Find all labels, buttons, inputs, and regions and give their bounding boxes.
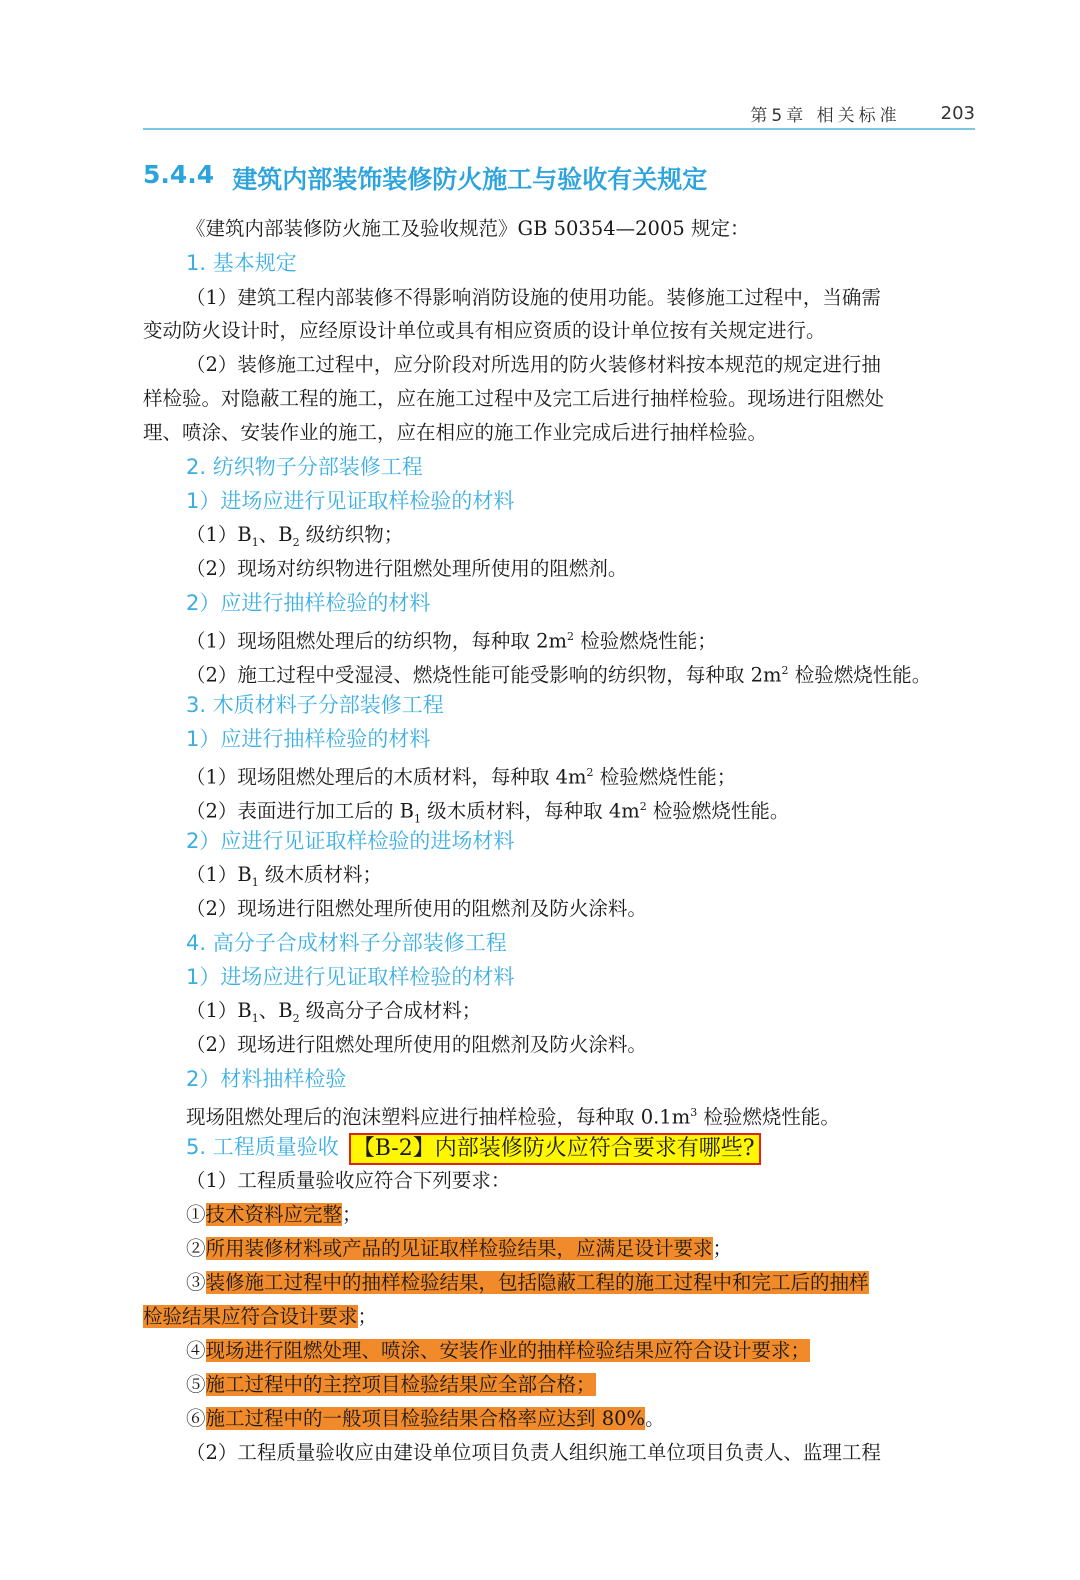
- section-heading: [143, 160, 707, 196]
- textile-item-4: （2）施工过程中受湿浸、燃烧性能可能受影响的纺织物，每种取 $2m^2$ 检验燃烧性能。: [186, 663, 932, 687]
- subheading-wood-2: 2）应进行见证取样检验的进场材料: [186, 829, 515, 853]
- highlight: 所用装修材料或产品的见证取样检验结果，应满足设计要求: [205, 1237, 713, 1260]
- req-item-4: ④现场进行阻燃处理、喷涂、安装作业的抽样检验结果应符合设计要求；: [186, 1339, 811, 1362]
- heading-quality: 5. 工程质量验收: [186, 1135, 339, 1159]
- para2-line1: （2）装修施工过程中，应分阶段对所选用的防火装修材料按本规范的规定进行抽: [186, 353, 881, 376]
- wood-item-1: （1）现场阻燃处理后的木质材料，每种取 $4m^2$ 检验燃烧性能；: [186, 765, 737, 789]
- chapter-label: 第5章 相关标准: [750, 105, 901, 126]
- subheading-polymer-1: 1）进场应进行见证取样检验的材料: [186, 965, 515, 989]
- highlight: 现场进行阻燃处理、喷涂、安装作业的抽样检验结果应符合设计要求；: [205, 1339, 811, 1362]
- highlight: 装修施工过程中的抽样检验结果，包括隐蔽工程的施工过程中和完工后的抽样: [205, 1271, 869, 1294]
- req-item-3: ③装修施工过程中的抽样检验结果，包括隐蔽工程的施工过程中和完工后的抽样: [186, 1271, 869, 1294]
- req-item-6: ⑥施工过程中的一般项目检验结果合格率应达到 80%。: [186, 1407, 665, 1430]
- subheading-polymer-2: 2）材料抽样检验: [186, 1067, 347, 1091]
- wood-item-4: （2）现场进行阻燃处理所使用的阻燃剂及防火涂料。: [186, 897, 647, 920]
- textile-item-1: $(1)B_1$、$B_2$ 级纺织物；: [186, 523, 404, 549]
- heading-quality-row: [186, 1131, 761, 1164]
- textile-item-2: （2）现场对纺织物进行阻燃处理所使用的阻燃剂。: [186, 557, 628, 580]
- subheading-wood-1: 1）应进行抽样检验的材料: [186, 727, 431, 751]
- req-item-3-cont: 检验结果应符合设计要求；: [143, 1305, 378, 1328]
- para1-line1: （1）建筑工程内部装修不得影响消防设施的使用功能。装修施工过程中，当确需: [186, 286, 881, 309]
- req-item-2: ②所用装修材料或产品的见证取样检验结果，应满足设计要求；: [186, 1237, 733, 1260]
- intro-text: 《建筑内部装修防火施工及验收规范》GB 50354—2005 规定：: [186, 217, 750, 240]
- para2-line2: 样检验。对隐蔽工程的施工，应在施工过程中及完工后进行抽样检验。现场进行阻燃处: [143, 387, 885, 410]
- polymer-item-3: 现场阻燃处理后的泡沫塑料应进行抽样检验，每种取 $0.1m^3$ 检验燃烧性能。: [186, 1105, 840, 1129]
- subheading-textile-1: 1）进场应进行见证取样检验的材料: [186, 489, 515, 513]
- polymer-item-2: （2）现场进行阻燃处理所使用的阻燃剂及防火涂料。: [186, 1033, 647, 1056]
- running-header: [143, 98, 975, 130]
- wood-item-3: $(1)B_1$ 级木质材料；: [186, 863, 382, 889]
- subheading-textile-2: 2）应进行抽样检验的材料: [186, 591, 431, 615]
- heading-wood: 3. 木质材料子分部装修工程: [186, 693, 444, 717]
- req-item-1: ①技术资料应完整；: [186, 1203, 362, 1226]
- polymer-item-1: $(1)B_1$、$B_2$ 级高分子合成材料；: [186, 999, 482, 1025]
- wood-item-2: （2）表面进行加工后的 $B_1$ 级木质材料，每种取 $4m^2$ 检验燃烧性能。: [186, 799, 790, 826]
- textile-item-3: （1）现场阻燃处理后的纺织物，每种取 $2m^2$ 检验燃烧性能；: [186, 629, 717, 653]
- para1-line2: 变动防火设计时，应经原设计单位或具有相应资质的设计单位按有关规定进行。: [143, 319, 826, 342]
- highlight: 施工过程中的一般项目检验结果合格率应达到 80%: [205, 1407, 646, 1430]
- heading-textile: 2. 纺织物子分部装修工程: [186, 455, 423, 479]
- highlight: 施工过程中的主控项目检验结果应全部合格；: [205, 1373, 596, 1396]
- quality-para-2: （2）工程质量验收应由建设单位项目负责人组织施工单位项目负责人、监理工程: [186, 1441, 881, 1464]
- heading-basic-rules: 1. 基本规定: [186, 251, 297, 275]
- quality-intro: （1）工程质量验收应符合下列要求：: [186, 1169, 511, 1192]
- heading-polymer: 4. 高分子合成材料子分部装修工程: [186, 931, 507, 955]
- highlight: 技术资料应完整: [205, 1203, 343, 1226]
- page-number: 203: [940, 102, 975, 124]
- para2-line3: 理、喷涂、安装作业的施工，应在相应的施工作业完成后进行抽样检验。: [143, 421, 768, 444]
- req-item-5: ⑤施工过程中的主控项目检验结果应全部合格；: [186, 1373, 596, 1396]
- highlight: 检验结果应符合设计要求: [143, 1305, 358, 1328]
- section-number: 5.4.4: [143, 160, 215, 189]
- question-callout: 【B-2】内部装修防火应符合要求有哪些?: [349, 1133, 761, 1165]
- section-title: 建筑内部装饰装修防火施工与验收有关规定: [232, 165, 708, 194]
